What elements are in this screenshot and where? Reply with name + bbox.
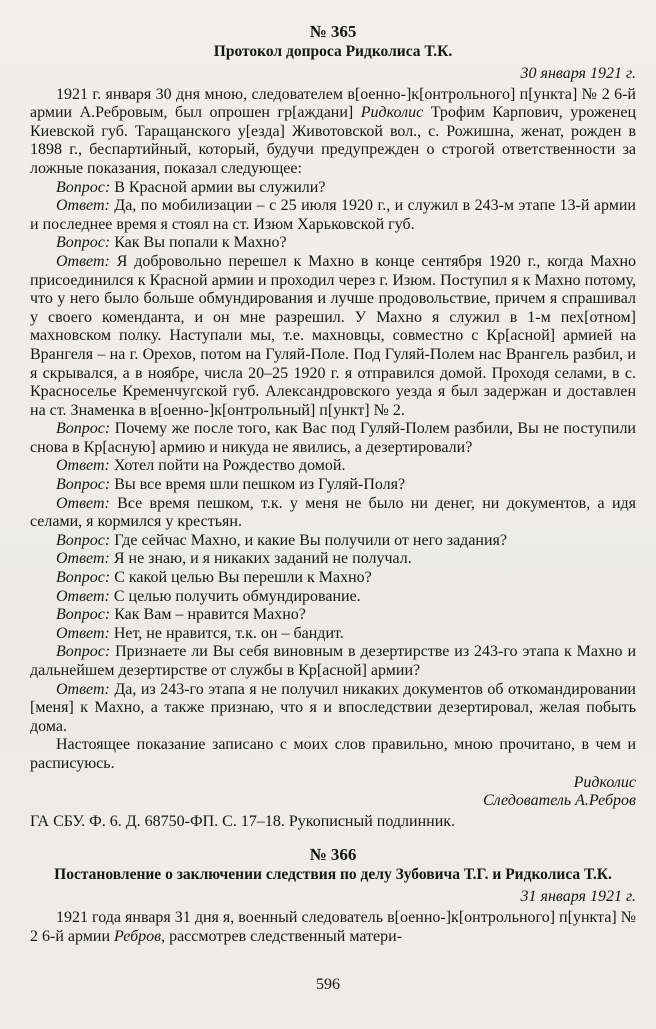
document-number: № 366: [309, 845, 357, 865]
intro-paragraph: 1921 г. января 30 дня мною, следователем в[оенно-]к[онтрольного] п[ункта] № 2 6-й армии А.Ребровым, был опрошен гр[аждани] Ридколис Трофим Карпович, уроженец Киевской губ. Таращанского у[езда] Животовской вол., с. Рожишна, женат, рожден в 1898 г., беспартийный, который, будучи предупрежден о строгой ответственности за ложные показания, показал следующее:: [30, 85, 637, 177]
signature-ridkolis: Ридколис: [573, 773, 636, 791]
document-number: № 365: [309, 22, 357, 41]
document-title: Постановление о заключении следствия по делу Зубовича Т.Г. и Ридколиса Т.К.: [54, 866, 612, 884]
qa-label: Вопрос:: [56, 606, 111, 624]
qa-line: Ответ: Да, из 243-го этапа я не получил никаких документов об откомандировании [меня] к Махно, а также признаю, что я и впоследствии дезертировал, желая побыть дома.: [30, 680, 636, 735]
qa-line: Вопрос: Где сейчас Махно, и какие Вы получили от него задания?: [56, 531, 507, 549]
qa-label: Ответ:: [56, 624, 110, 642]
qa-label: Ответ:: [56, 550, 110, 568]
qa-label: Вопрос:: [56, 420, 111, 438]
qa-label: Ответ:: [56, 197, 110, 215]
qa-line: Вопрос: Признаете ли Вы себя виновным в дезертирстве из 243-го этапа к Махно и дальнейшем дезертирстве от службы в Кр[асной] армии?: [30, 643, 636, 679]
document-date: 30 января 1921 г.: [520, 65, 636, 82]
qa-label: Вопрос:: [56, 476, 111, 494]
qa-line: Ответ: С целью получить обмундирование.: [56, 587, 361, 605]
qa-label: Ответ:: [56, 252, 110, 270]
archive-source: ГА СБУ. Ф. 6. Д. 68750-ФП. С. 17–18. Рукописный подлинник.: [30, 812, 456, 830]
closing-paragraph: Настоящее показание записано с моих слов правильно, мною прочитано, в чем и расписуюсь.: [30, 736, 636, 772]
qa-label: Ответ:: [56, 587, 110, 605]
qa-line: Ответ: Да, по мобилизации – с 25 июля 1920 г., и служил в 243-м этапе 13-й армии и последнее время я стоял на ст. Изюм Харьковской губ.: [30, 197, 636, 233]
qa-label: Ответ:: [56, 494, 110, 512]
interrogation-qa: [30, 179, 636, 737]
qa-line: Ответ: Я добровольно перешел к Махно в конце сентября 1920 г., когда Махно присоединился к Красной армии и проходил через г. Изюм. Поступил я к Махно потому, что у него было больше обмундирования и лучше продовольствие, причем я спрашивал у своего коменданта, и он мне разрешил. У Махно я служил в 1-м пех[отном] махновском полку. Наступали мы, т.е. махновцы, совместно с Кр[асной] армией на Врангеля – на г. Орехов, потом на Гуляй-Поле. Под Гуляй-Полем нас Врангель разбил, и я скрывался, а в ноябре, числа 20–25 1920 г. я отправился домой. Проходя селами, в с. Красноселье Кременчугской губ. Александровского уезда я был задержан и доставлен на ст. Знаменка в в[оенно-]к[онтрольный] п[ункт] № 2.: [30, 252, 636, 419]
signature-investigator: Следователь А.Ребров: [482, 792, 636, 810]
qa-line: Ответ: Я не знаю, и я никаких заданий не получал.: [56, 550, 412, 568]
qa-line: Вопрос: Вы все время шли пешком из Гуляй-Поля?: [56, 476, 406, 494]
qa-label: Ответ:: [56, 680, 110, 698]
qa-line: Ответ: Хотел пойти на Рождество домой.: [56, 457, 346, 475]
document-title: Протокол допроса Ридколиса Т.К.: [213, 43, 453, 60]
qa-label: Вопрос:: [56, 643, 111, 661]
page-number: 596: [316, 976, 340, 993]
document-date: 31 января 1921 г.: [520, 888, 636, 906]
qa-line: Вопрос: В Красной армии вы служили?: [56, 178, 326, 196]
qa-label: Ответ:: [56, 457, 110, 475]
page-content: [30, 22, 636, 946]
qa-line: Вопрос: Как Вам – нравится Махно?: [56, 606, 306, 624]
qa-line: Вопрос: Почему же после того, как Вас под Гуляй-Полем разбили, Вы не поступили снова в Кр[асную] армию и никуда не явились, а дезертировали?: [30, 420, 636, 456]
qa-line: Ответ: Нет, не нравится, т.к. он – бандит.: [56, 624, 344, 642]
qa-label: Вопрос:: [56, 234, 111, 252]
qa-line: Вопрос: С какой целью Вы перешли к Махно?: [56, 569, 372, 587]
qa-line: Вопрос: Как Вы попали к Махно?: [56, 234, 287, 252]
intro-paragraph: 1921 года января 31 дня я, военный следователь в[оенно-]к[онтрольного] п[ункта] № 2 6-й армии Ребров, рассмотрев следственный матери-: [30, 908, 636, 945]
qa-label: Вопрос:: [56, 569, 111, 587]
qa-label: Вопрос:: [56, 178, 111, 196]
qa-label: Вопрос:: [56, 531, 111, 549]
qa-line: Ответ: Все время пешком, т.к. у меня не было ни денег, ни документов, а идя селами, я кормился у крестьян.: [30, 494, 636, 531]
